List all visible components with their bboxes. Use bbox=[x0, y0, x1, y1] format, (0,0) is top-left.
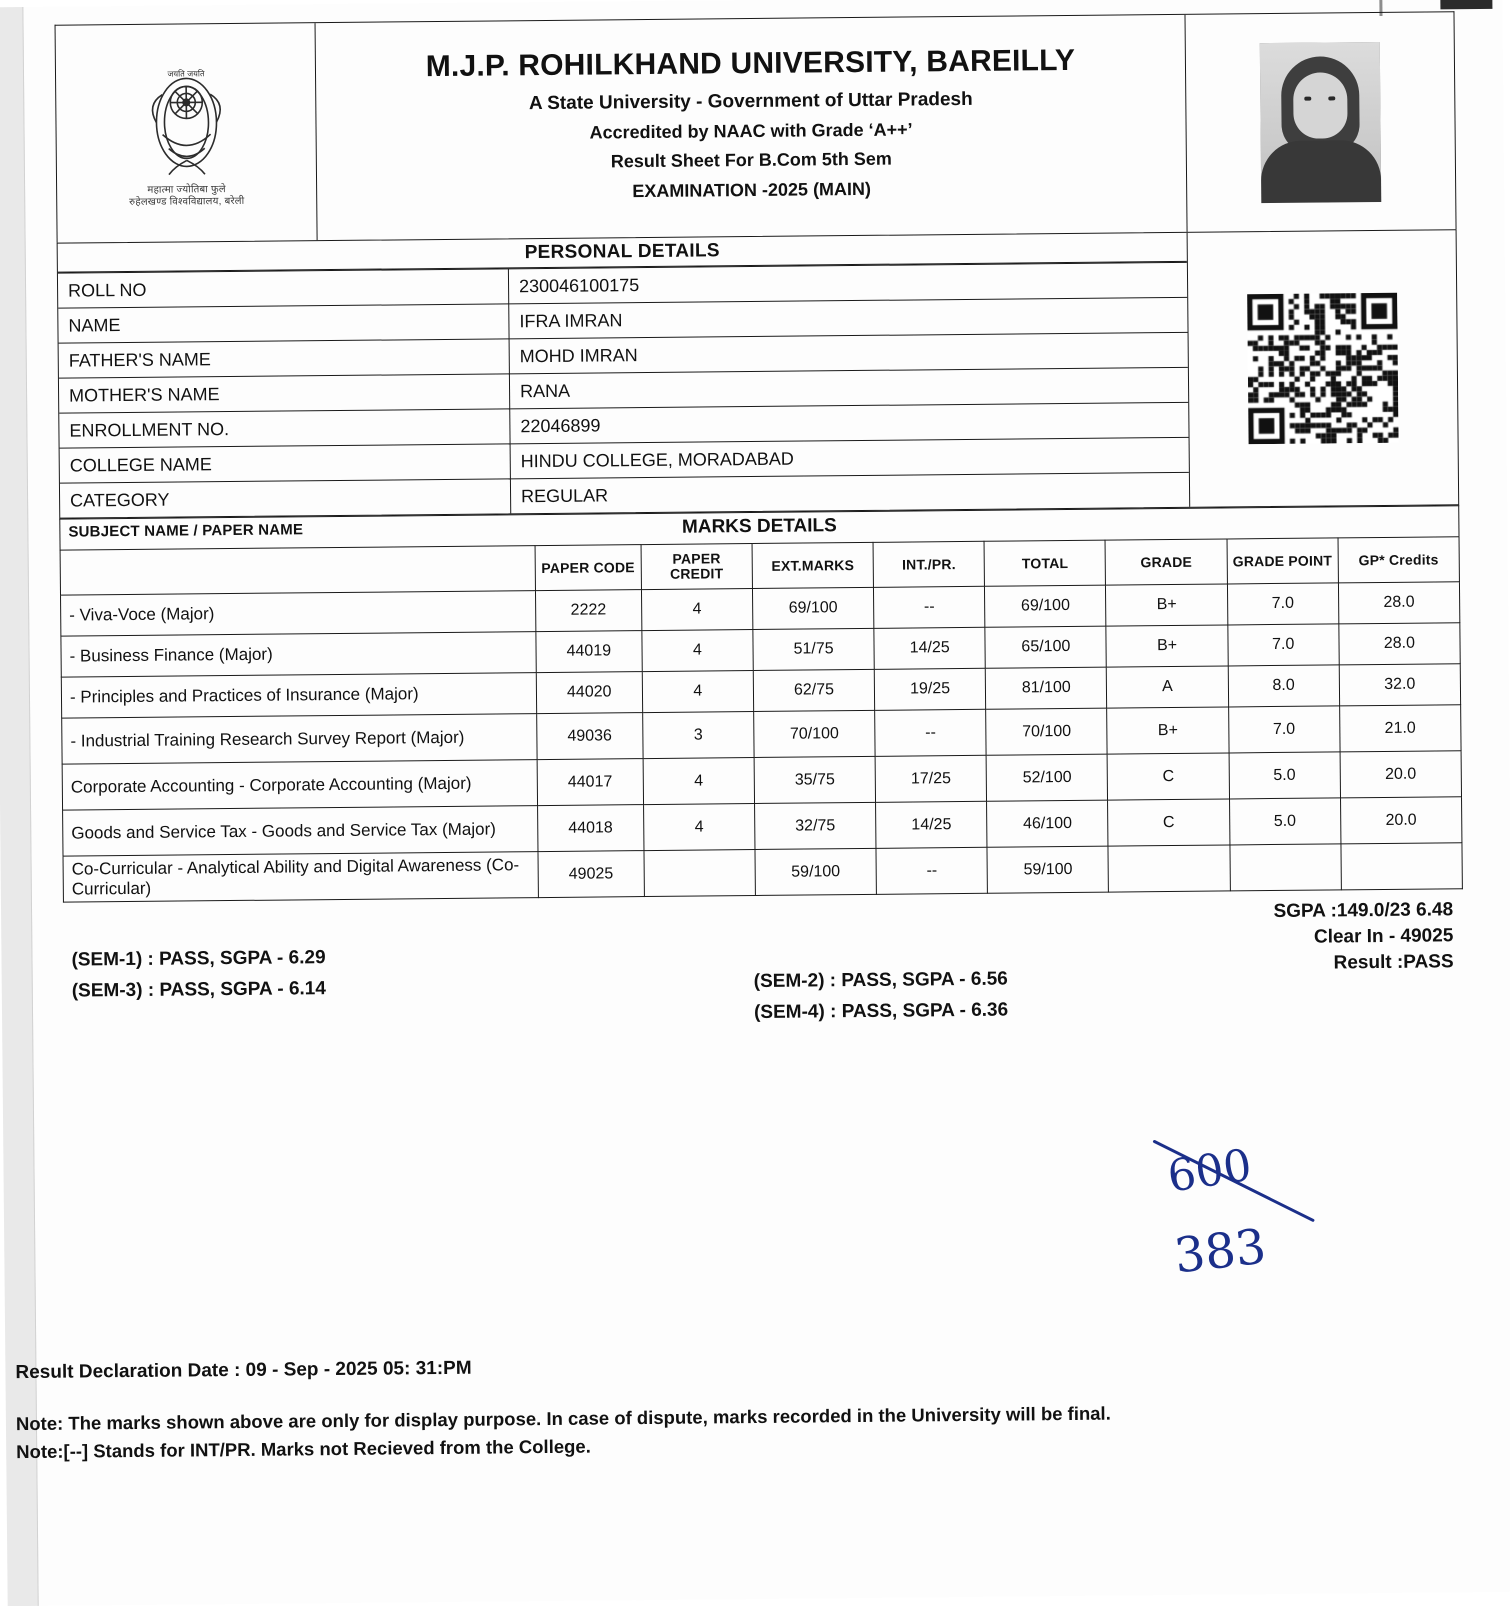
personal-label-mothers-name: MOTHER'S NAME bbox=[59, 374, 510, 413]
university-accreditation: Accredited by NAAC with Grade ‘A++’ bbox=[589, 119, 913, 143]
marks-total: 69/100 bbox=[985, 585, 1107, 627]
marks-paper-credit: 3 bbox=[642, 712, 754, 759]
marks-grade-point bbox=[1230, 844, 1342, 891]
personal-value-college-name: HINDU COLLEGE, MORADABAD bbox=[510, 437, 1189, 479]
personal-label-name: NAME bbox=[58, 304, 509, 343]
marks-grade-point: 7.0 bbox=[1227, 583, 1338, 625]
marks-paper-code: 49036 bbox=[536, 713, 642, 760]
result-sheet-course: Result Sheet For B.Com 5th Sem bbox=[610, 148, 892, 172]
marks-col-grade-point: GRADE POINT bbox=[1227, 538, 1339, 584]
result-declaration-date: Result Declaration Date : 09 - Sep - 2025 05: 31:PM bbox=[15, 1357, 472, 1384]
marks-gp-credits: 20.0 bbox=[1340, 797, 1462, 844]
previous-sem-left bbox=[71, 942, 326, 1006]
personal-value-category: REGULAR bbox=[510, 472, 1189, 513]
marks-total: 65/100 bbox=[985, 626, 1107, 668]
marks-gp-credits: 28.0 bbox=[1338, 582, 1460, 624]
marks-paper-code: 2222 bbox=[535, 590, 641, 632]
document-body bbox=[55, 11, 1465, 1030]
header-title-cell bbox=[316, 15, 1187, 240]
marks-col-subject bbox=[60, 546, 535, 596]
sem3-result: (SEM-3) : PASS, SGPA - 6.14 bbox=[71, 978, 326, 1002]
marks-subject: - Business Finance (Major) bbox=[61, 632, 536, 678]
marks-grade-point: 5.0 bbox=[1229, 798, 1341, 845]
result-status: Result :PASS bbox=[1333, 951, 1454, 974]
previous-sem-middle bbox=[754, 964, 1009, 1028]
marks-ext: 32/75 bbox=[754, 802, 876, 849]
document-header bbox=[55, 11, 1457, 242]
university-subtitle-state: A State University - Government of Uttar Pradesh bbox=[528, 88, 973, 115]
sem4-result: (SEM-4) : PASS, SGPA - 6.36 bbox=[753, 999, 1009, 1024]
handwritten-denominator: 383 bbox=[1171, 1218, 1269, 1285]
personal-details-left bbox=[58, 233, 1190, 518]
university-emblem-icon bbox=[131, 63, 240, 182]
marks-paper-credit: 4 bbox=[642, 671, 753, 713]
handwritten-annotation bbox=[1143, 1139, 1365, 1306]
marks-grade-point: 8.0 bbox=[1228, 665, 1339, 707]
marks-grade-point: 7.0 bbox=[1228, 706, 1340, 753]
personal-label-enrollment-no: ENROLLMENT NO. bbox=[59, 409, 510, 448]
footer-note-2: Note:[--] Stands for INT/PR. Marks not Recieved from the College. bbox=[16, 1435, 591, 1463]
marks-paper-credit: 4 bbox=[643, 758, 755, 805]
personal-value-mothers-name: RANA bbox=[509, 367, 1188, 409]
marks-total: 59/100 bbox=[987, 846, 1109, 893]
personal-details-title: PERSONAL DETAILS bbox=[524, 240, 720, 264]
clear-in-value: Clear In - 49025 bbox=[1313, 925, 1454, 948]
marks-subject: Co-Curricular - Analytical Ability and Digital Awareness (Co-Curricular) bbox=[63, 852, 538, 903]
marks-ext: 51/75 bbox=[753, 628, 875, 670]
personal-value-name: IFRA IMRAN bbox=[509, 297, 1188, 339]
scan-corner-mark bbox=[1440, 0, 1492, 9]
sgpa-value: SGPA :149.0/23 6.48 bbox=[1273, 899, 1454, 923]
marks-col-grade: GRADE bbox=[1105, 539, 1227, 585]
marks-paper-credit: 4 bbox=[642, 630, 753, 672]
examination-session: EXAMINATION -2025 (MAIN) bbox=[632, 178, 872, 202]
marks-paper-code: 44020 bbox=[536, 672, 642, 714]
personal-label-fathers-name: FATHER'S NAME bbox=[59, 339, 510, 378]
footer-note-1: Note: The marks shown above are only for display purpose. In case of dispute, marks recorded in the University will be final. bbox=[15, 1402, 1111, 1435]
sgpa-summary-block bbox=[1273, 897, 1453, 977]
marks-ext: 70/100 bbox=[754, 710, 876, 757]
marks-paper-code: 44019 bbox=[536, 631, 642, 673]
marks-col-paper-code: PAPER CODE bbox=[535, 545, 641, 591]
marks-subject-header: SUBJECT NAME / PAPER NAME bbox=[68, 521, 304, 541]
marks-paper-code: 44017 bbox=[537, 759, 643, 806]
marks-grade bbox=[1108, 845, 1230, 892]
marks-int: 19/25 bbox=[874, 668, 985, 710]
result-summary bbox=[63, 897, 1464, 1030]
marks-grade: C bbox=[1108, 799, 1230, 846]
qr-code-icon bbox=[1247, 293, 1398, 444]
marks-col-int-pr: INT./PR. bbox=[873, 541, 985, 587]
marks-grade: A bbox=[1107, 666, 1229, 708]
marks-ext: 69/100 bbox=[752, 587, 874, 629]
marks-grade-point: 5.0 bbox=[1229, 752, 1341, 799]
marks-ext: 35/75 bbox=[754, 756, 876, 803]
qr-code-cell bbox=[1187, 230, 1459, 507]
marks-paper-credit: 4 bbox=[643, 804, 755, 851]
marks-grade: B+ bbox=[1107, 707, 1229, 754]
marks-ext: 62/75 bbox=[753, 669, 875, 711]
handwritten-numerator: 600 bbox=[1164, 1139, 1255, 1203]
marks-col-total: TOTAL bbox=[984, 540, 1106, 586]
university-logo-cell bbox=[56, 23, 318, 242]
personal-details-table bbox=[58, 262, 1189, 518]
marks-int: 14/25 bbox=[874, 627, 985, 669]
marks-details-title: MARKS DETAILS bbox=[681, 515, 837, 538]
sem2-result: (SEM-2) : PASS, SGPA - 6.56 bbox=[753, 968, 1008, 993]
marks-col-gp-credits: GP* Credits bbox=[1338, 537, 1460, 583]
marks-paper-credit bbox=[644, 850, 756, 897]
marks-subject: Corporate Accounting - Corporate Accounting (Major) bbox=[62, 760, 537, 811]
personal-value-enrollment-no: 22046899 bbox=[510, 402, 1189, 444]
student-photo-cell bbox=[1184, 12, 1455, 232]
personal-label-category: CATEGORY bbox=[60, 479, 511, 518]
personal-details-section bbox=[57, 229, 1460, 518]
marks-table bbox=[60, 536, 1463, 902]
marks-paper-code: 44018 bbox=[537, 805, 643, 852]
personal-value-fathers-name: MOHD IMRAN bbox=[509, 332, 1188, 374]
personal-label-college-name: COLLEGE NAME bbox=[60, 444, 511, 483]
marks-ext: 59/100 bbox=[755, 848, 877, 895]
marks-gp-credits bbox=[1341, 843, 1463, 890]
marks-int: 17/25 bbox=[875, 755, 987, 802]
marks-int: -- bbox=[876, 847, 988, 894]
marks-grade: C bbox=[1108, 753, 1230, 800]
emblem-caption: महात्मा ज्योतिबा फुले रुहेलखण्ड विश्वविद्यालय, बरेली bbox=[129, 183, 245, 208]
document-footer bbox=[15, 1348, 1436, 1466]
marks-total: 81/100 bbox=[985, 667, 1107, 709]
marks-subject: Goods and Service Tax - Goods and Service Tax (Major) bbox=[63, 806, 538, 857]
marks-subject: - Principles and Practices of Insurance (Major) bbox=[61, 673, 536, 719]
marks-int: -- bbox=[875, 709, 987, 756]
marks-grade-point: 7.0 bbox=[1227, 624, 1338, 666]
marks-subject: - Industrial Training Research Survey Report (Major) bbox=[62, 714, 537, 765]
marks-total: 52/100 bbox=[986, 754, 1108, 801]
marks-col-paper-credit: PAPER CREDIT bbox=[641, 544, 753, 590]
marks-grade: B+ bbox=[1106, 584, 1228, 626]
marks-gp-credits: 32.0 bbox=[1339, 664, 1461, 706]
marks-paper-code: 49025 bbox=[538, 851, 644, 898]
university-name: M.J.P. ROHILKHAND UNIVERSITY, BAREILLY bbox=[425, 43, 1076, 84]
marks-col-ext-marks: EXT.MARKS bbox=[752, 542, 874, 588]
marks-gp-credits: 21.0 bbox=[1339, 705, 1461, 752]
personal-value-roll-no: 230046100175 bbox=[508, 262, 1187, 304]
marks-int: -- bbox=[874, 586, 985, 628]
svg-text:जयति जयति: जयति जयति bbox=[166, 68, 205, 79]
marks-gp-credits: 28.0 bbox=[1339, 623, 1461, 665]
marks-subject: - Viva-Voce (Major) bbox=[61, 591, 536, 637]
marks-grade: B+ bbox=[1106, 625, 1228, 667]
marks-gp-credits: 20.0 bbox=[1340, 751, 1462, 798]
student-photo bbox=[1260, 41, 1382, 202]
marks-total: 70/100 bbox=[986, 708, 1108, 755]
personal-label-roll-no: ROLL NO bbox=[58, 269, 509, 308]
marks-paper-credit: 4 bbox=[641, 589, 752, 631]
marks-int: 14/25 bbox=[876, 801, 988, 848]
marks-total: 46/100 bbox=[987, 800, 1109, 847]
sem1-result: (SEM-1) : PASS, SGPA - 6.29 bbox=[71, 947, 326, 971]
